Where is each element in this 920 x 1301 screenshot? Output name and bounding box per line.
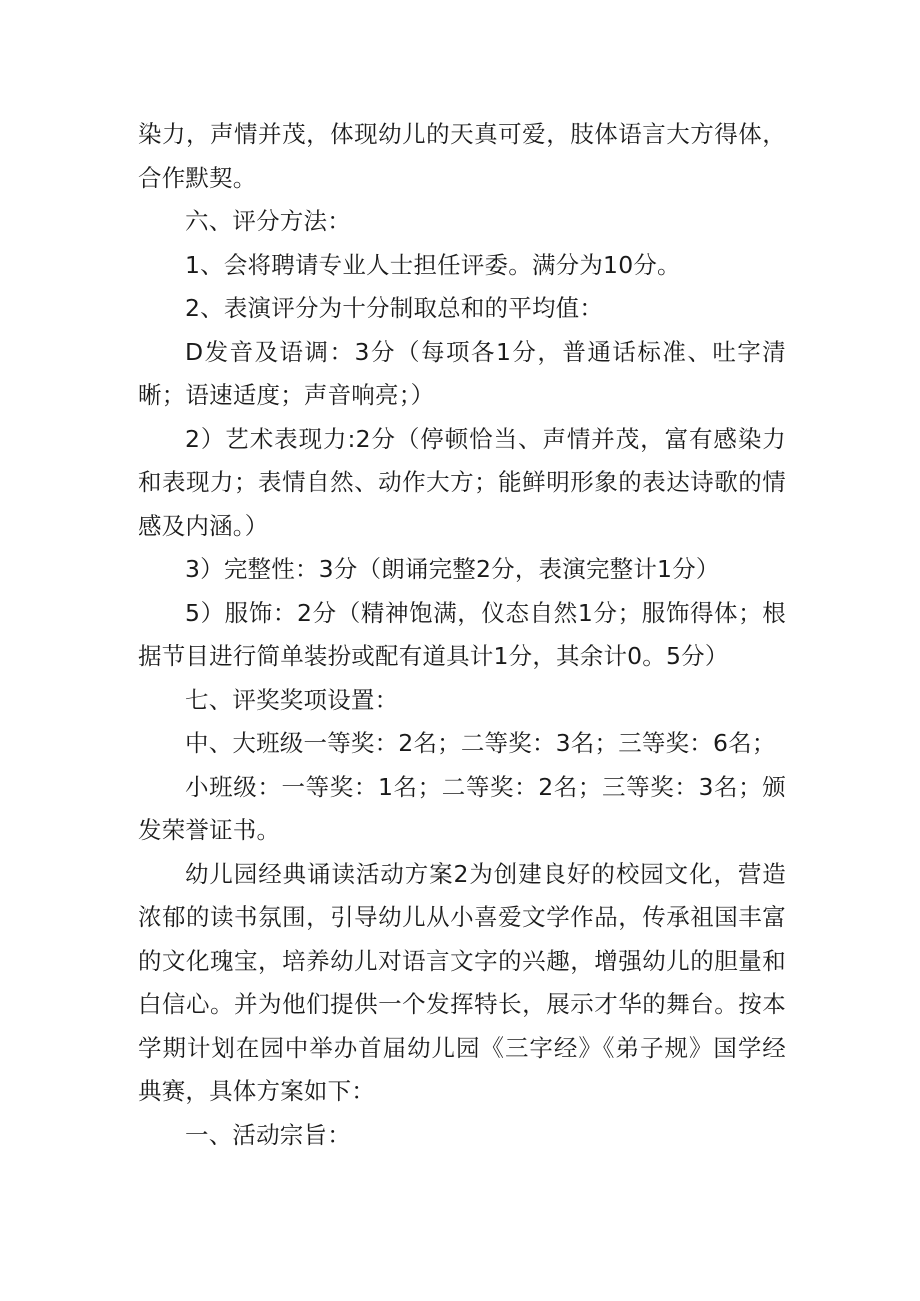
section-heading-purpose: 一、活动宗旨： [185,1120,351,1149]
awards-junior: 小班级：一等奖：1名；二等奖：2名；三等奖：3名；颁发荣誉证书。 [138,772,786,844]
plan-2-introduction: 幼儿园经典诵读活动方案2为创建良好的校园文化，营造浓郁的读书氛围，引导幼儿从小喜爱文学作品，传承祖国丰富的文化瑰宝，培养幼儿对语言文字的兴趣，增强幼儿的胆量和白信心。并为他们提供一个发挥特长，展示才华的舞台。按本学期计划在园中举办首届幼儿园《三字经》《弟子规》国学经典赛，具体方案如下： [138,859,786,1105]
paragraph-continuation: 染力，声情并茂，体现幼儿的天真可爱，肢体语言大方得体，合作默契。 [138,120,786,192]
scoring-criterion-costume: 5）服饰：2分（精神饱满，仪态自然1分；服饰得体；根据节目进行简单装扮或配有道具计1分，其余计0。5分） [138,598,786,670]
document-body [138,113,786,1157]
section-heading-awards: 七、评奖奖项设置： [185,685,399,714]
scoring-criterion-expression: 2）艺术表现力:2分（停顿恰当、声情并茂，富有感染力和表现力；表情自然、动作大方；能鲜明形象的表达诗歌的情感及内涵。） [138,424,786,540]
section-heading-scoring-method: 六、评分方法： [185,207,351,235]
scoring-criterion-completeness: 3）完整性：3分（朗诵完整2分，表演完整计1分） [185,555,720,583]
scoring-item-judges: 1、会将聘请专业人士担任评委。满分为10分。 [185,250,681,279]
scoring-criterion-pronunciation: D发音及语调：3分（每项各1分，普通话标准、吐字清晰；语速适度；声音响亮；） [138,337,786,409]
scoring-item-average: 2、表演评分为十分制取总和的平均值： [185,294,604,322]
awards-middle-senior: 中、大班级一等奖：2名；二等奖：3名；三等奖：6名； [185,729,776,757]
